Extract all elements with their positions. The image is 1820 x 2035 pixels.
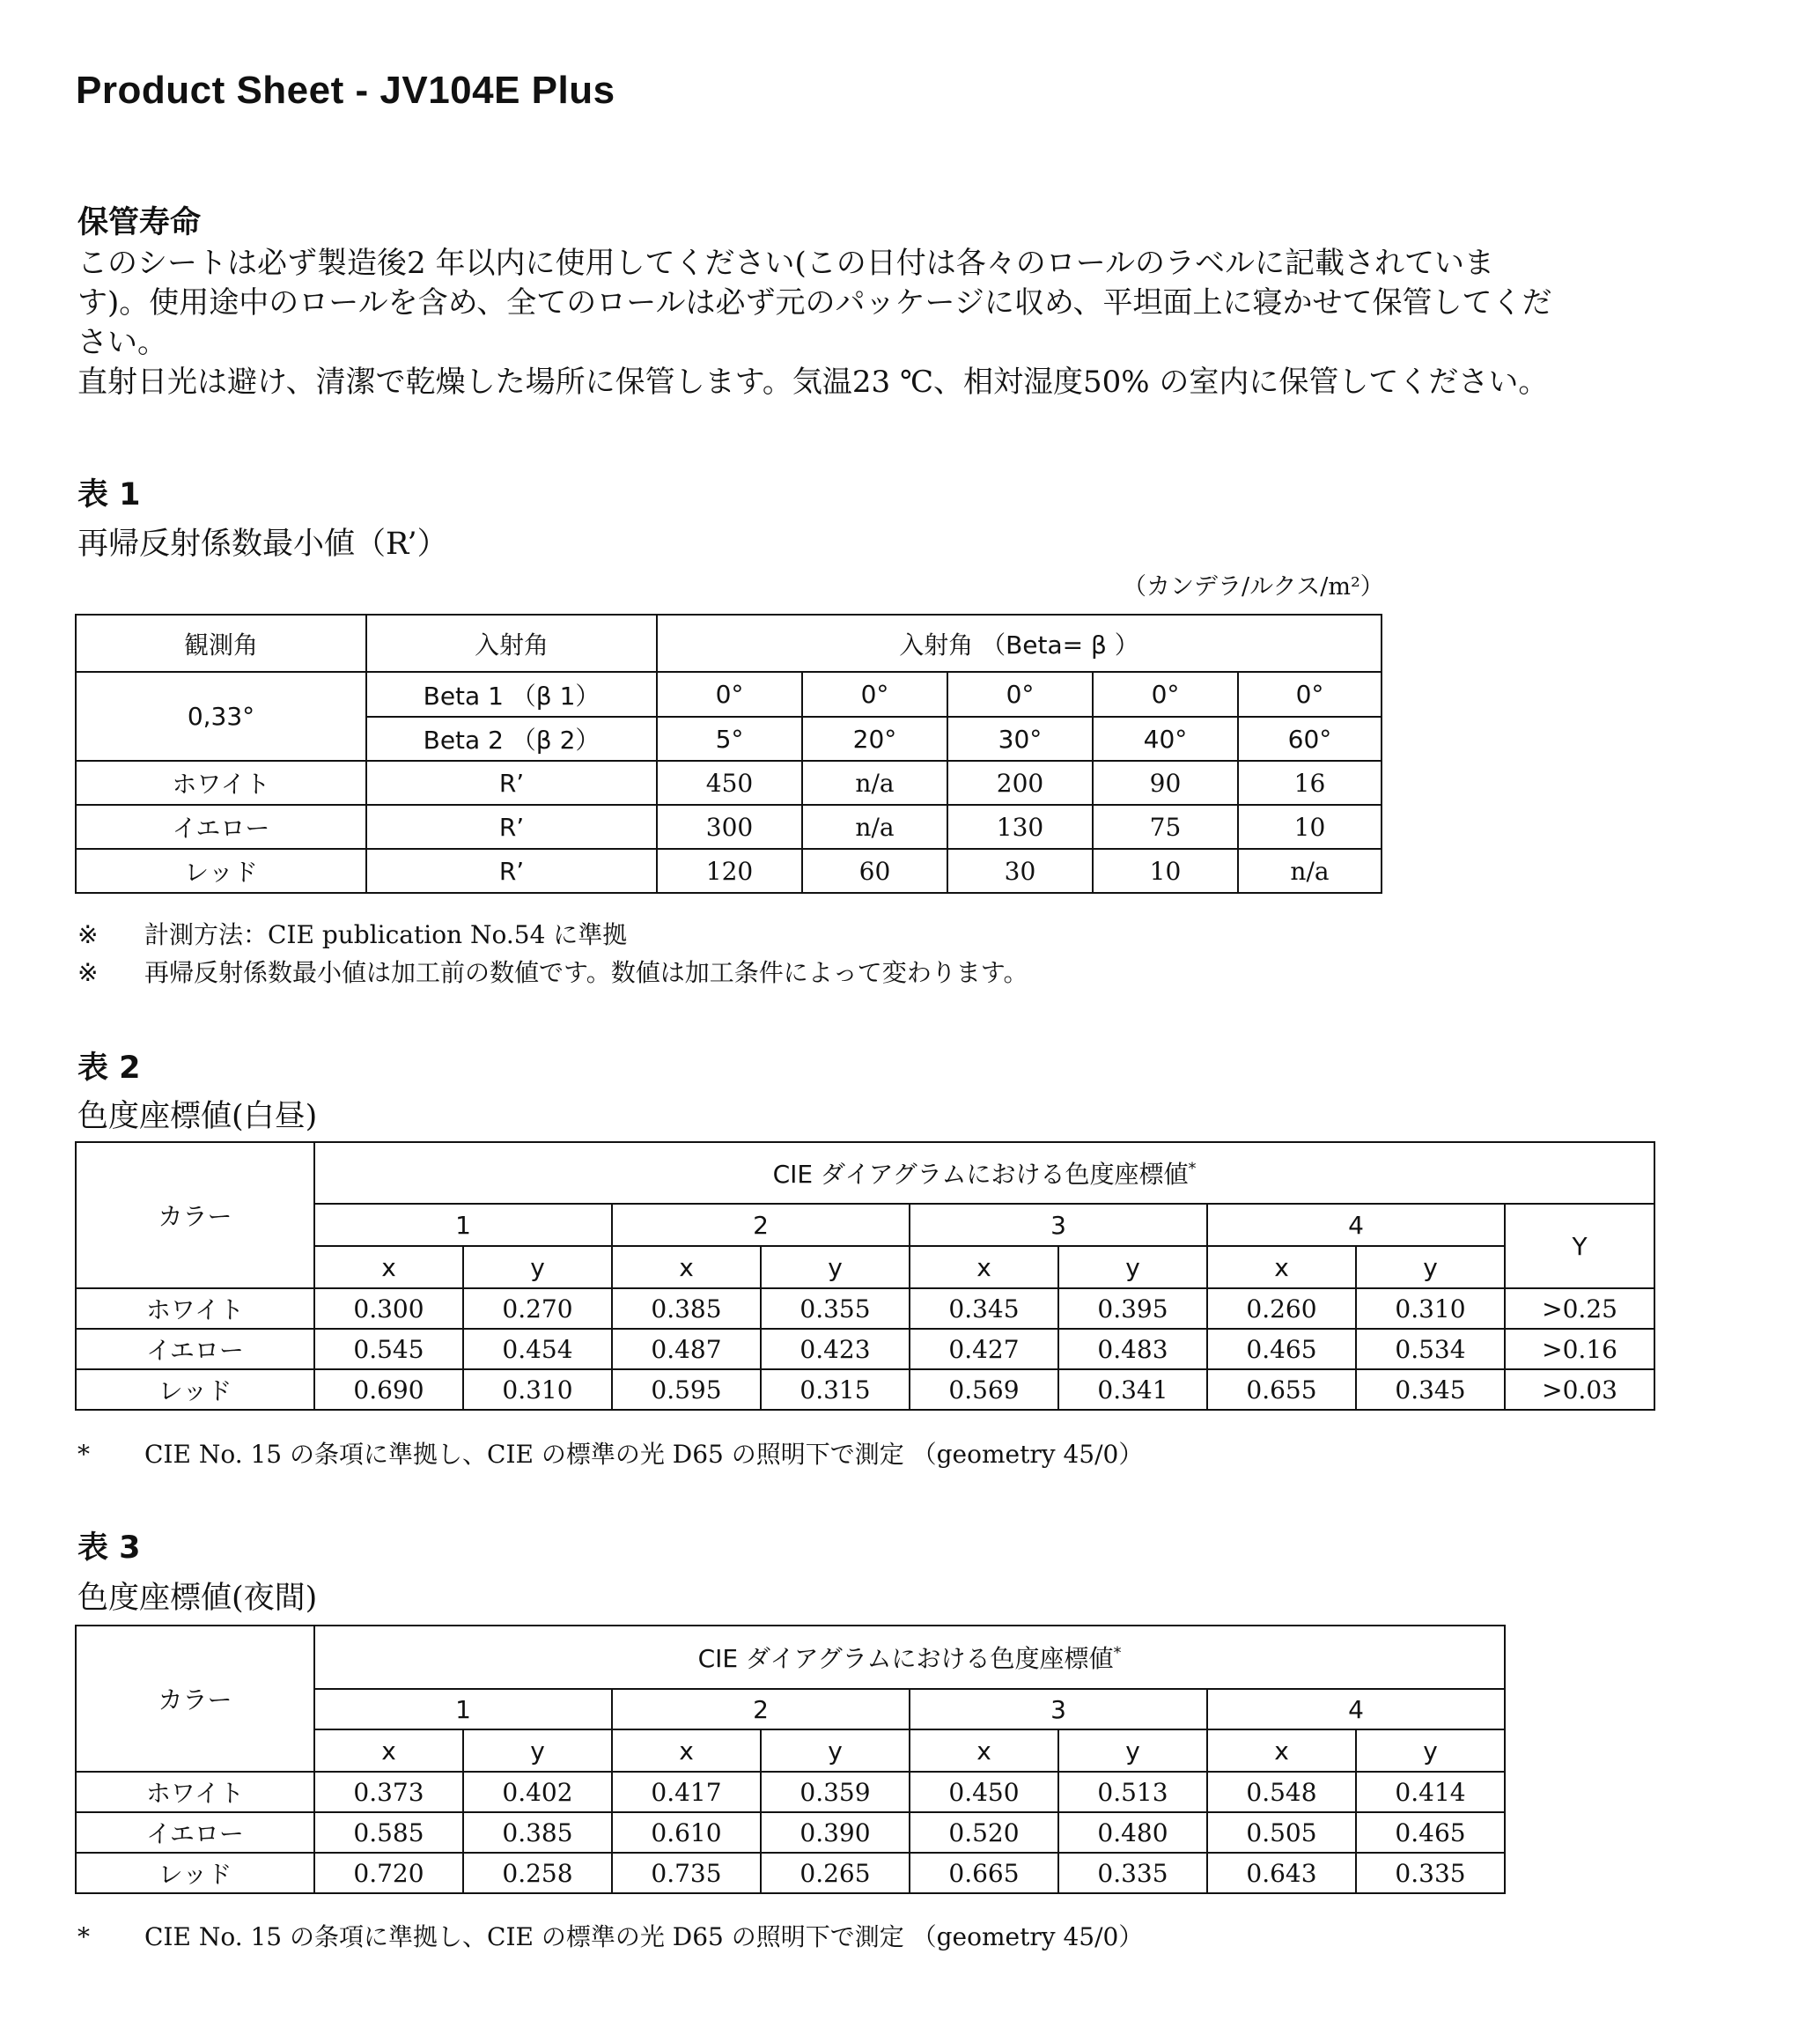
coord-value: 0.465 xyxy=(1207,1329,1356,1369)
color-label: ホワイト xyxy=(76,1288,314,1329)
storage-paragraph xyxy=(77,244,1742,402)
r-value: 10 xyxy=(1093,849,1238,893)
retroreflection-table xyxy=(75,614,1382,894)
coord-value: 0.310 xyxy=(1356,1288,1505,1329)
beta2-label: Beta 2 （β 2） xyxy=(366,717,657,761)
cie-header-mark: * xyxy=(1188,1159,1197,1178)
coord-value: 0.385 xyxy=(463,1812,612,1853)
coord-value: 0.643 xyxy=(1207,1853,1356,1893)
table1-subtitle: 再帰反射係数最小値（R’） xyxy=(77,527,448,562)
coord-value: 0.450 xyxy=(910,1772,1058,1812)
coord-value: 0.315 xyxy=(761,1369,910,1410)
color-label: レッド xyxy=(76,849,366,893)
cie-header-text: CIE ダイアグラムにおける色度座標値 xyxy=(772,1160,1189,1189)
color-label: イエロー xyxy=(76,1812,314,1853)
x-header: x xyxy=(612,1246,761,1288)
coord-value: 0.341 xyxy=(1058,1369,1207,1410)
unit-label: R’ xyxy=(366,761,657,805)
point-header: 3 xyxy=(910,1689,1207,1729)
coord-value: 0.300 xyxy=(314,1288,463,1329)
r-value: 450 xyxy=(657,761,802,805)
x-header: x xyxy=(910,1729,1058,1772)
beta1-value: 0° xyxy=(657,672,802,717)
y-header: y xyxy=(1058,1246,1207,1288)
coord-value: 0.465 xyxy=(1356,1812,1505,1853)
coord-value: 0.545 xyxy=(314,1329,463,1369)
note-mark: ※ xyxy=(77,958,99,987)
note-text: CIE No. 15 の条項に準拠し、CIE の標準の光 D65 の照明下で測定 （geometry 45/0） xyxy=(144,1922,1144,1951)
coord-value: 0.665 xyxy=(910,1853,1058,1893)
coord-value: 0.720 xyxy=(314,1853,463,1893)
note-text: 再帰反射係数最小値は加工前の数値です。数値は加工条件によって変わります。 xyxy=(144,958,1028,987)
luminance-header: Y xyxy=(1505,1204,1654,1288)
luminance-value: >0.03 xyxy=(1505,1369,1654,1410)
r-value: 10 xyxy=(1238,805,1382,849)
coord-value: 0.345 xyxy=(1356,1369,1505,1410)
coord-value: 0.270 xyxy=(463,1288,612,1329)
r-value: 60 xyxy=(802,849,947,893)
coord-value: 0.310 xyxy=(463,1369,612,1410)
table2-label: 表 2 xyxy=(77,1051,141,1086)
r-value: 130 xyxy=(947,805,1093,849)
coord-value: 0.690 xyxy=(314,1369,463,1410)
x-header: x xyxy=(314,1729,463,1772)
coord-value: 0.595 xyxy=(612,1369,761,1410)
storage-line: さい。 xyxy=(77,325,167,360)
x-header: x xyxy=(1207,1729,1356,1772)
coord-value: 0.402 xyxy=(463,1772,612,1812)
storage-line: 直射日光は避け、清潔で乾燥した場所に保管します。気温23 ℃、相対湿度50% の室内に保管してください。 xyxy=(77,365,1549,400)
color-header: カラー xyxy=(76,1142,314,1288)
r-value: n/a xyxy=(802,761,947,805)
note-mark: ※ xyxy=(77,920,99,949)
coord-value: 0.548 xyxy=(1207,1772,1356,1812)
color-label: レッド xyxy=(76,1853,314,1893)
note-mark: * xyxy=(77,1922,90,1951)
cie-header xyxy=(314,1626,1505,1689)
table1-note xyxy=(77,916,627,951)
r-value: 16 xyxy=(1238,761,1382,805)
coord-value: 0.655 xyxy=(1207,1369,1356,1410)
storage-line: このシートは必ず製造後2 年以内に使用してください(この日付は各々のロールのラベルに記載されていま xyxy=(77,246,1495,281)
coord-value: 0.585 xyxy=(314,1812,463,1853)
beta2-value: 60° xyxy=(1238,717,1382,761)
beta1-value: 0° xyxy=(947,672,1093,717)
coord-value: 0.345 xyxy=(910,1288,1058,1329)
table-row xyxy=(76,1853,1505,1893)
beta1-value: 0° xyxy=(1238,672,1382,717)
coord-value: 0.417 xyxy=(612,1772,761,1812)
luminance-value: >0.16 xyxy=(1505,1329,1654,1369)
coord-value: 0.390 xyxy=(761,1812,910,1853)
table-row xyxy=(76,849,1382,893)
beta2-value: 20° xyxy=(802,717,947,761)
r-value: n/a xyxy=(802,805,947,849)
page-title: Product Sheet - JV104E Plus xyxy=(76,69,615,112)
coord-value: 0.610 xyxy=(612,1812,761,1853)
r-value: 30 xyxy=(947,849,1093,893)
table2-subtitle: 色度座標値(白昼) xyxy=(77,1099,318,1134)
observation-angle-value: 0,33° xyxy=(76,672,366,761)
cie-header-mark: * xyxy=(1113,1643,1122,1663)
r-value: 90 xyxy=(1093,761,1238,805)
table-row xyxy=(76,1329,1654,1369)
coord-value: 0.359 xyxy=(761,1772,910,1812)
cie-header xyxy=(314,1142,1654,1204)
coord-value: 0.260 xyxy=(1207,1288,1356,1329)
coord-value: 0.480 xyxy=(1058,1812,1207,1853)
y-header: y xyxy=(1356,1246,1505,1288)
storage-heading: 保管寿命 xyxy=(77,205,202,240)
color-label: レッド xyxy=(76,1369,314,1410)
table1-label: 表 1 xyxy=(77,477,141,512)
header-entrance-angle: 入射角 xyxy=(366,615,657,672)
coord-value: 0.385 xyxy=(612,1288,761,1329)
point-header: 2 xyxy=(612,1689,910,1729)
unit-label: R’ xyxy=(366,805,657,849)
r-value: 120 xyxy=(657,849,802,893)
y-header: y xyxy=(463,1729,612,1772)
color-label: ホワイト xyxy=(76,1772,314,1812)
note-text: 計測方法：CIE publication No.54 に準拠 xyxy=(144,920,628,949)
header-entrance-beta: 入射角 （Beta= β ） xyxy=(657,615,1382,672)
point-header: 4 xyxy=(1207,1204,1505,1246)
point-header: 2 xyxy=(612,1204,910,1246)
coord-value: 0.483 xyxy=(1058,1329,1207,1369)
point-header: 3 xyxy=(910,1204,1207,1246)
y-header: y xyxy=(761,1246,910,1288)
coord-value: 0.258 xyxy=(463,1853,612,1893)
color-label: イエロー xyxy=(76,1329,314,1369)
coord-value: 0.265 xyxy=(761,1853,910,1893)
table1-note xyxy=(77,954,1028,989)
table1-unit: （カンデラ/ルクス/m²） xyxy=(1123,573,1384,601)
beta2-value: 40° xyxy=(1093,717,1238,761)
beta1-value: 0° xyxy=(1093,672,1238,717)
coord-value: 0.487 xyxy=(612,1329,761,1369)
y-header: y xyxy=(1058,1729,1207,1772)
point-header: 1 xyxy=(314,1204,612,1246)
point-header: 4 xyxy=(1207,1689,1505,1729)
coord-value: 0.335 xyxy=(1356,1853,1505,1893)
coord-value: 0.414 xyxy=(1356,1772,1505,1812)
header-observation-angle: 観測角 xyxy=(76,615,366,672)
r-value: n/a xyxy=(1238,849,1382,893)
coord-value: 0.505 xyxy=(1207,1812,1356,1853)
point-header: 1 xyxy=(314,1689,612,1729)
coord-value: 0.569 xyxy=(910,1369,1058,1410)
cie-header-text: CIE ダイアグラムにおける色度座標値 xyxy=(697,1644,1114,1673)
color-label: ホワイト xyxy=(76,761,366,805)
x-header: x xyxy=(612,1729,761,1772)
storage-line: す)。使用途中のロールを含め、全てのロールは必ず元のパッケージに収め、平坦面上に寝かせて保管してくだ xyxy=(77,285,1552,321)
coord-value: 0.335 xyxy=(1058,1853,1207,1893)
table-row xyxy=(76,1812,1505,1853)
coord-value: 0.427 xyxy=(910,1329,1058,1369)
coord-value: 0.373 xyxy=(314,1772,463,1812)
unit-label: R’ xyxy=(366,849,657,893)
x-header: x xyxy=(910,1246,1058,1288)
coord-value: 0.454 xyxy=(463,1329,612,1369)
x-header: x xyxy=(314,1246,463,1288)
coord-value: 0.520 xyxy=(910,1812,1058,1853)
table-row xyxy=(76,761,1382,805)
beta2-value: 30° xyxy=(947,717,1093,761)
table2-note xyxy=(77,1435,1143,1471)
y-header: y xyxy=(761,1729,910,1772)
beta2-value: 5° xyxy=(657,717,802,761)
coord-value: 0.423 xyxy=(761,1329,910,1369)
table-row xyxy=(76,805,1382,849)
coord-value: 0.355 xyxy=(761,1288,910,1329)
coord-value: 0.513 xyxy=(1058,1772,1207,1812)
r-value: 75 xyxy=(1093,805,1238,849)
coord-value: 0.395 xyxy=(1058,1288,1207,1329)
note-text: CIE No. 15 の条項に準拠し、CIE の標準の光 D65 の照明下で測定 （geometry 45/0） xyxy=(144,1440,1144,1469)
x-header: x xyxy=(1207,1246,1356,1288)
table-row xyxy=(76,1369,1654,1410)
table3-label: 表 3 xyxy=(77,1530,141,1566)
color-label: イエロー xyxy=(76,805,366,849)
daytime-chromaticity-table xyxy=(75,1141,1655,1411)
y-header: y xyxy=(1356,1729,1505,1772)
beta1-label: Beta 1 （β 1） xyxy=(366,672,657,717)
color-header: カラー xyxy=(76,1626,314,1772)
y-header: y xyxy=(463,1246,612,1288)
note-mark: * xyxy=(77,1440,90,1469)
table3-subtitle: 色度座標値(夜間) xyxy=(77,1581,318,1616)
table-row xyxy=(76,1772,1505,1812)
night-chromaticity-table xyxy=(75,1625,1506,1894)
r-value: 200 xyxy=(947,761,1093,805)
table-row xyxy=(76,1288,1654,1329)
table3-note xyxy=(77,1918,1143,1953)
luminance-value: >0.25 xyxy=(1505,1288,1654,1329)
beta1-value: 0° xyxy=(802,672,947,717)
coord-value: 0.534 xyxy=(1356,1329,1505,1369)
coord-value: 0.735 xyxy=(612,1853,761,1893)
r-value: 300 xyxy=(657,805,802,849)
